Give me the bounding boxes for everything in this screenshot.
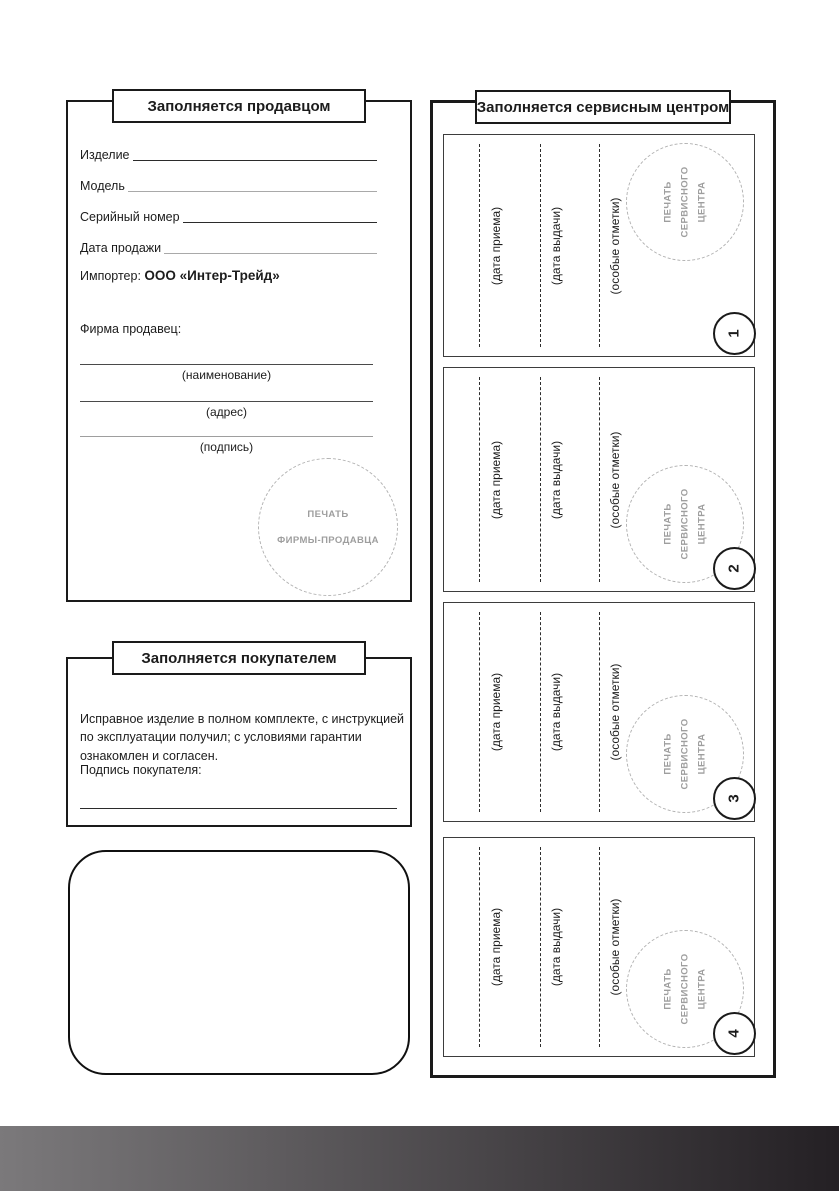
coupon-number-badge xyxy=(713,777,756,820)
service-coupon-4 xyxy=(443,837,755,1057)
buyer-signature-label: Подпись покупателя: xyxy=(80,763,202,777)
service-stamp-line3: ЦЕНТРА xyxy=(696,181,708,223)
service-stamp-line1: ПЕЧАТЬ xyxy=(662,181,674,223)
importer-row xyxy=(80,268,280,283)
serial-field-line xyxy=(183,222,377,223)
service-stamp-line1: ПЕЧАТЬ xyxy=(662,968,674,1010)
service-coupon-3 xyxy=(443,602,755,822)
date-out-dashed-line xyxy=(540,377,541,582)
date-out-dashed-line xyxy=(540,144,541,347)
buyer-section xyxy=(66,649,412,827)
product-field-label: Изделие xyxy=(80,148,130,162)
service-stamp-line2: СЕРВИСНОГО xyxy=(679,718,691,790)
seller-section xyxy=(66,97,412,602)
notes-dashed-line xyxy=(599,377,600,582)
seller-section-title: Заполняется продавцом xyxy=(147,97,331,115)
service-stamp-text xyxy=(660,167,711,238)
model-field-label: Модель xyxy=(80,179,125,193)
notes-dashed-line xyxy=(599,144,600,347)
date-out-label: (дата выдачи) xyxy=(549,907,563,987)
service-center-section xyxy=(430,100,776,1078)
service-stamp-text xyxy=(660,489,711,560)
importer-label: Импортер: xyxy=(80,269,141,283)
coupon-number: 3 xyxy=(726,794,743,803)
field-row-product xyxy=(80,145,377,162)
notes-label: (особые отметки) xyxy=(608,898,622,996)
importer-value: ООО «Интер-Трейд» xyxy=(144,268,280,283)
service-stamp-line2: СЕРВИСНОГО xyxy=(679,166,691,238)
notes-label: (особые отметки) xyxy=(608,197,622,294)
seller-stamp-circle xyxy=(258,458,398,596)
footer-bar xyxy=(0,1126,839,1191)
product-field-line xyxy=(133,160,378,161)
coupon-number-badge xyxy=(713,547,756,590)
seller-firm-label: Фирма продавец: xyxy=(80,322,182,336)
sale-date-field-label: Дата продажи xyxy=(80,241,162,255)
date-in-dashed-line xyxy=(479,144,480,347)
sale-date-field-line xyxy=(164,253,377,254)
date-in-dashed-line xyxy=(479,847,480,1047)
buyer-agreement-text: Исправное изделие в полном комплекте, с инструкцией по эксплуатации получил; с условиями гарантии ознакомлен и согласен. xyxy=(80,711,405,763)
firm-name-line-block xyxy=(80,364,373,382)
seller-stamp-text xyxy=(259,459,397,595)
empty-note-box xyxy=(68,850,410,1075)
coupon-number: 4 xyxy=(726,1029,743,1038)
coupon-number: 2 xyxy=(726,564,743,573)
date-out-label: (дата выдачи) xyxy=(549,672,563,752)
seller-stamp-line2: ФИРМЫ-ПРОДАВЦА xyxy=(277,534,379,546)
service-coupon-1 xyxy=(443,134,755,357)
service-stamp-line2: СЕРВИСНОГО xyxy=(679,488,691,560)
date-in-label: (дата приема) xyxy=(489,672,503,752)
service-stamp-line3: ЦЕНТРА xyxy=(696,503,708,545)
firm-name-caption: (наименование) xyxy=(181,368,272,382)
notes-dashed-line xyxy=(599,847,600,1047)
buyer-section-header xyxy=(112,641,366,675)
service-stamp-circle xyxy=(626,143,744,261)
firm-name-line xyxy=(80,364,373,365)
date-in-label: (дата приема) xyxy=(489,206,503,285)
firm-signature-caption: (подпись) xyxy=(199,440,254,454)
model-field-line xyxy=(128,191,377,192)
field-row-sale-date xyxy=(80,238,377,255)
notes-label: (особые отметки) xyxy=(608,431,622,528)
date-in-label: (дата приема) xyxy=(489,440,503,519)
firm-address-line-block xyxy=(80,401,373,419)
service-stamp-line1: ПЕЧАТЬ xyxy=(662,503,674,545)
coupon-number-badge xyxy=(713,1012,756,1055)
date-in-dashed-line xyxy=(479,612,480,812)
coupon-number-badge xyxy=(713,312,756,355)
coupon-number: 1 xyxy=(726,329,743,338)
service-stamp-line2: СЕРВИСНОГО xyxy=(679,953,691,1025)
notes-label: (особые отметки) xyxy=(608,663,622,761)
firm-signature-line-block xyxy=(80,436,373,454)
date-out-label: (дата выдачи) xyxy=(549,440,563,519)
service-section-header xyxy=(475,90,731,124)
service-stamp-line1: ПЕЧАТЬ xyxy=(662,733,674,775)
service-stamp-text xyxy=(660,954,711,1025)
service-stamp-text xyxy=(660,719,711,790)
notes-dashed-line xyxy=(599,612,600,812)
service-stamp-line3: ЦЕНТРА xyxy=(696,733,708,775)
date-in-label: (дата приема) xyxy=(489,907,503,987)
service-coupon-2 xyxy=(443,367,755,592)
firm-signature-line xyxy=(80,436,373,437)
service-stamp-line3: ЦЕНТРА xyxy=(696,968,708,1010)
seller-stamp-line1: ПЕЧАТЬ xyxy=(307,508,349,520)
serial-field-label: Серийный номер xyxy=(80,210,180,224)
date-out-dashed-line xyxy=(540,847,541,1047)
date-in-dashed-line xyxy=(479,377,480,582)
service-section-title: Заполняется сервисным центром xyxy=(476,98,730,116)
buyer-section-title: Заполняется покупателем xyxy=(141,649,337,667)
buyer-signature-line xyxy=(80,808,397,809)
date-out-dashed-line xyxy=(540,612,541,812)
firm-address-caption: (адрес) xyxy=(205,405,247,419)
field-row-serial xyxy=(80,207,377,224)
seller-section-header xyxy=(112,89,366,123)
date-out-label: (дата выдачи) xyxy=(549,206,563,285)
firm-address-line xyxy=(80,401,373,402)
field-row-model xyxy=(80,176,377,193)
